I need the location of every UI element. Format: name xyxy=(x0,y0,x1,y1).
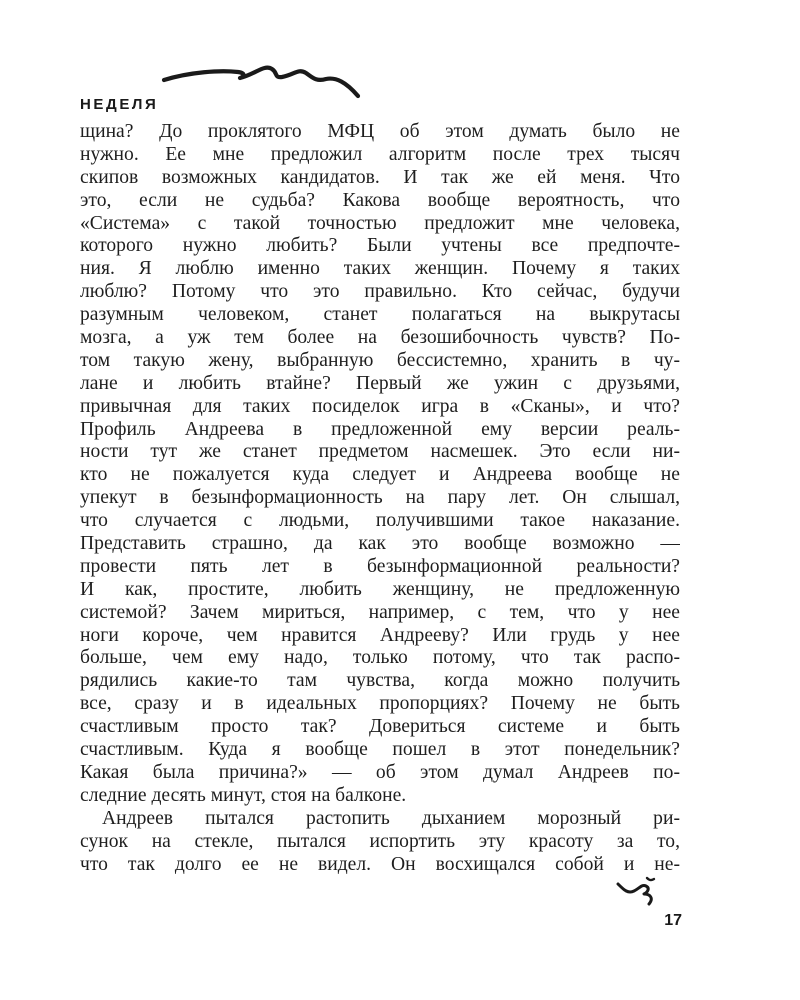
text-line: разумным человеком, станет полагаться на выкрутасы xyxy=(80,304,680,326)
running-header: НЕДЕЛЯ xyxy=(80,96,159,113)
text-line: больше, чем ему надо, только потому, что так распо- xyxy=(80,647,680,669)
text-line: люблю? Потому что это правильно. Кто сейчас, будучи xyxy=(80,281,680,303)
body-text xyxy=(80,121,680,876)
text-line: рядились какие-то там чувства, когда можно получить xyxy=(80,670,680,692)
text-line: И как, простите, любить женщину, не предложенную xyxy=(80,578,680,600)
text-line: щина? До проклятого МФЦ об этом думать было не xyxy=(80,121,680,142)
paragraph-first-line: Андреев пытался растопить дыханием морозный ри- xyxy=(102,807,680,829)
text-line: Представить страшно, да как это вообще возможно — xyxy=(80,533,680,555)
text-line: провести пять лет в безынформационной реальности? xyxy=(80,555,680,577)
text-line: ности тут же станет предметом насмешек. Это если ни- xyxy=(80,441,680,463)
text-line: мозга, а уж тем более на безошибочность чувств? По- xyxy=(80,327,680,349)
text-line: Какая была причина?» — об этом думал Андреев по- xyxy=(80,761,680,783)
text-line: нужно. Ее мне предложил алгоритм после трех тысяч xyxy=(80,143,680,165)
footer-brush-flourish xyxy=(614,874,664,914)
page-number: 17 xyxy=(664,912,682,929)
text-line: сунок на стекле, пытался испортить эту красоту за то, xyxy=(80,830,680,852)
text-line: ния. Я люблю именно таких женщин. Почему я таких xyxy=(80,258,680,280)
text-line: что так долго ее не видел. Он восхищался собой и не- xyxy=(80,853,680,875)
text-line: кто не пожалуется куда следует и Андреева вообще не xyxy=(80,464,680,486)
text-line: ноги короче, чем нравится Андрееву? Или грудь у нее xyxy=(80,624,680,646)
text-line: том такую жену, выбранную бессистемно, хранить в чу- xyxy=(80,349,680,371)
paragraph-last-line: следние десять минут, стоя на балконе. xyxy=(80,784,407,806)
text-line: все, сразу и в идеальных пропорциях? Почему не быть xyxy=(80,693,680,715)
text-line: упекут в безынформационность на пару лет. Он слышал, xyxy=(80,487,680,509)
text-line: системой? Зачем мириться, например, с тем, что у нее xyxy=(80,601,680,623)
text-line: что случается с людьми, получившими такое наказание. xyxy=(80,510,680,532)
text-line: «Система» с такой точностью предложит мне человека, xyxy=(80,212,680,234)
text-line: скипов возможных кандидатов. И так же ей меня. Что xyxy=(80,166,680,188)
text-line: счастливым. Куда я вообще пошел в этот понедельник? xyxy=(80,739,680,761)
text-line: это, если не судьба? Какова вообще вероятность, что xyxy=(80,189,680,211)
text-line: привычная для таких посиделок игра в «Сканы», и что? xyxy=(80,395,680,417)
text-line: счастливым просто так? Довериться системе и быть xyxy=(80,716,680,738)
text-line: Профиль Андреева в предложенной ему версии реаль- xyxy=(80,418,680,440)
header-brush-flourish xyxy=(160,62,370,102)
text-line: которого нужно любить? Были учтены все предпочте- xyxy=(80,235,680,257)
text-line: лане и любить втайне? Первый же ужин с друзьями, xyxy=(80,372,680,394)
